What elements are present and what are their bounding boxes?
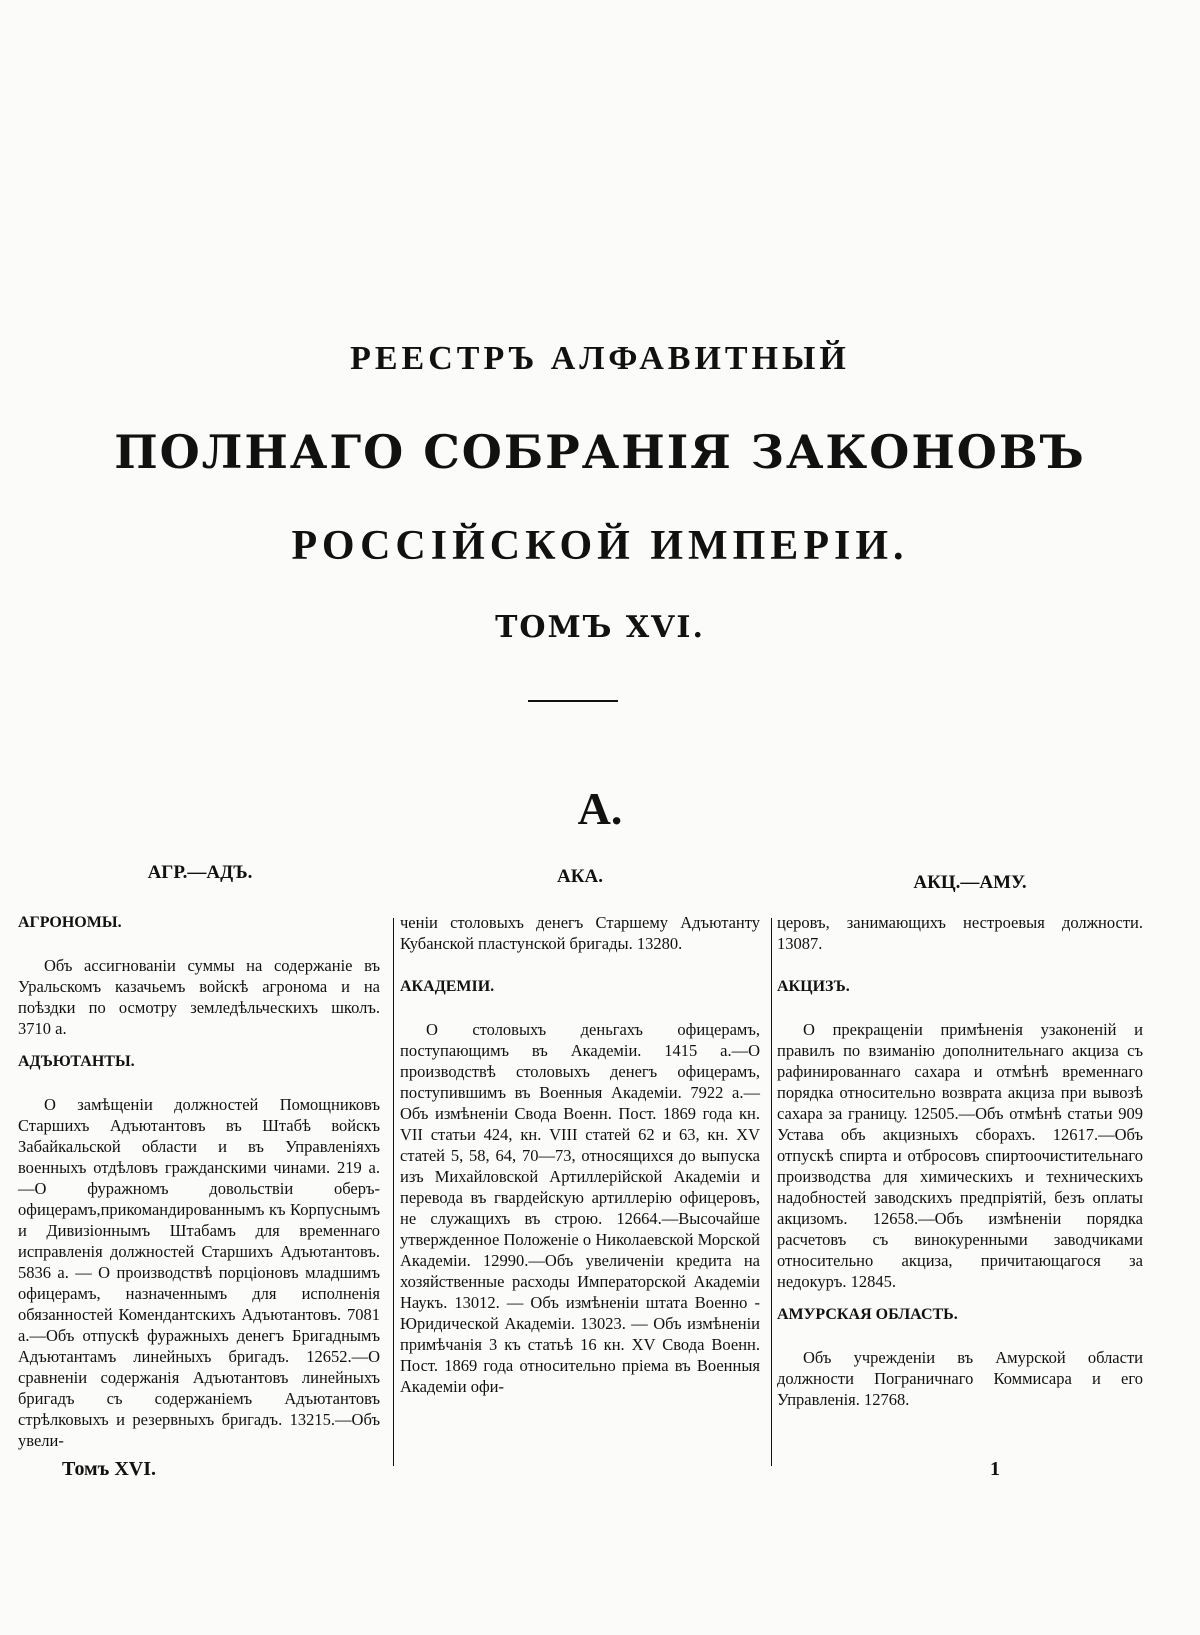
- column-divider: [393, 918, 394, 1466]
- continued-text: ченіи столовыхъ денегъ Старшему Адъютанту Кубанской пластунской бригады. 13280.: [400, 913, 760, 953]
- entry-heading: АКЦИЗЪ.: [777, 978, 850, 995]
- entry-heading: АКАДЕМІИ.: [400, 978, 495, 995]
- page-number: 1: [990, 1458, 1000, 1480]
- title-line-2: ПОЛНАГО СОБРАНІЯ ЗАКОНОВЪ: [114, 425, 1086, 479]
- entry-heading: АГРОНОМЫ.: [18, 914, 122, 931]
- column-2-heading: АКА.: [557, 866, 603, 887]
- entry-heading: АМУРСКАЯ ОБЛАСТЬ.: [777, 1306, 958, 1323]
- column-1: [18, 912, 380, 1451]
- entry-heading: АДЪЮТАНТЫ.: [18, 1053, 135, 1070]
- footer-volume: Томъ XVI.: [62, 1458, 157, 1480]
- column-3: [777, 912, 1143, 1410]
- entry-text: О прекращеніи примѣненія узаконеній и правилъ по взиманію дополнительнаго акциза съ рафинированнаго сахара и отмѣнѣ временнаго порядка относительно возврата акциза при вывозѣ сахара за границу. 12505.—Объ отмѣнѣ статьи 909 Устава объ акцизныхъ сборахъ. 12617.—Объ отпускѣ спирта и отбросовъ спиртоочистительнаго производства для химическихъ и техническихъ надобностей заводскихъ предпріятій, безъ оплаты акцизомъ. 12658.—Объ измѣненіи порядка расчетовъ съ винокуренными заводчиками относительно акциза, причитающагося за недокуръ. 12845.: [777, 1020, 1143, 1291]
- column-3-heading: АКЦ.—АМУ.: [913, 872, 1027, 893]
- volume-title: ТОМЪ XVI.: [495, 610, 705, 645]
- section-letter: А.: [577, 783, 623, 834]
- entry-text: О замѣщеніи должностей Помощниковъ Старшихъ Адъютантовъ въ Штабѣ войскъ Забайкальской области и въ Управленіяхъ военныхъ отдѣловъ гражданскими чинами. 219 а.—О фуражномъ довольствіи оберъ-офицерамъ,прикомандированнымъ къ Корпуснымъ и Дивизіоннымъ Штабамъ для временнаго исправленія должностей Старшихъ Адъютантовъ. 5836 а. — О производствѣ порціоновъ младшимъ офицерамъ, назначеннымъ для исполненія обязанностей Комендантскихъ Адъютантовъ. 7081 а.—Объ отпускѣ фуражныхъ денегъ Бригаднымъ Адъютантамъ линейныхъ бригадъ. 12652.—О сравненіи содержанія Адъютантовъ линейныхъ бригадъ съ содержаніемъ Адъютантовъ стрѣлковыхъ и резервныхъ бригадъ. 13215.—Объ увели-: [18, 1095, 380, 1450]
- continued-text: церовъ, занимающихъ нестроевыя должности. 13087.: [777, 913, 1143, 953]
- column-divider: [771, 918, 772, 1466]
- entry-text: Объ ассигнованіи суммы на содержаніе въ Уральскомъ казачьемъ войскѣ агронома и на поѣздки по осмотру земледѣльческихъ школъ. 3710 а.: [18, 956, 380, 1038]
- column-2: [400, 912, 760, 1397]
- entry-text: Объ учрежденіи въ Амурской области должности Пограничнаго Коммисара и его Управленія. 12768.: [777, 1348, 1143, 1409]
- entry-text: О столовыхъ деньгахъ офицерамъ, поступающимъ въ Академіи. 1415 а.—О производствѣ столовыхъ денегъ офицерамъ, поступившимъ въ Военныя Академіи. 7922 а.—Объ измѣненіи Свода Военн. Пост. 1869 года кн. VII статьи 424, кн. VIII статей 62 и 63, кн. XV статей 5, 58, 64, 70—73, относящихся до выпуска изъ Михайловской Артиллерійской Академіи и перевода въ гвардейскую артиллерію офицеровъ, не служащихъ въ строю. 12664.—Высочайше утвержденное Положеніе о Николаевской Морской Академіи. 12990.—Объ увеличеніи кредита на хозяйственные расходы Императорской Академіи Наукъ. 13012. — Объ измѣненіи штата Военно - Юридической Академіи. 13023. — Объ измѣненіи примѣчанія 3 къ статьѣ 16 кн. XV Свода Военн. Пост. 1869 года относительно пріема въ Военныя Академіи офи-: [400, 1020, 760, 1396]
- column-1-heading: АГР.—АДЪ.: [147, 862, 253, 883]
- title-divider: [528, 700, 618, 702]
- title-line-1: РЕЕСТРЪ АЛФАВИТНЫЙ: [350, 340, 850, 377]
- title-line-3: РОССІЙСКОЙ ИМПЕРІИ.: [291, 523, 909, 569]
